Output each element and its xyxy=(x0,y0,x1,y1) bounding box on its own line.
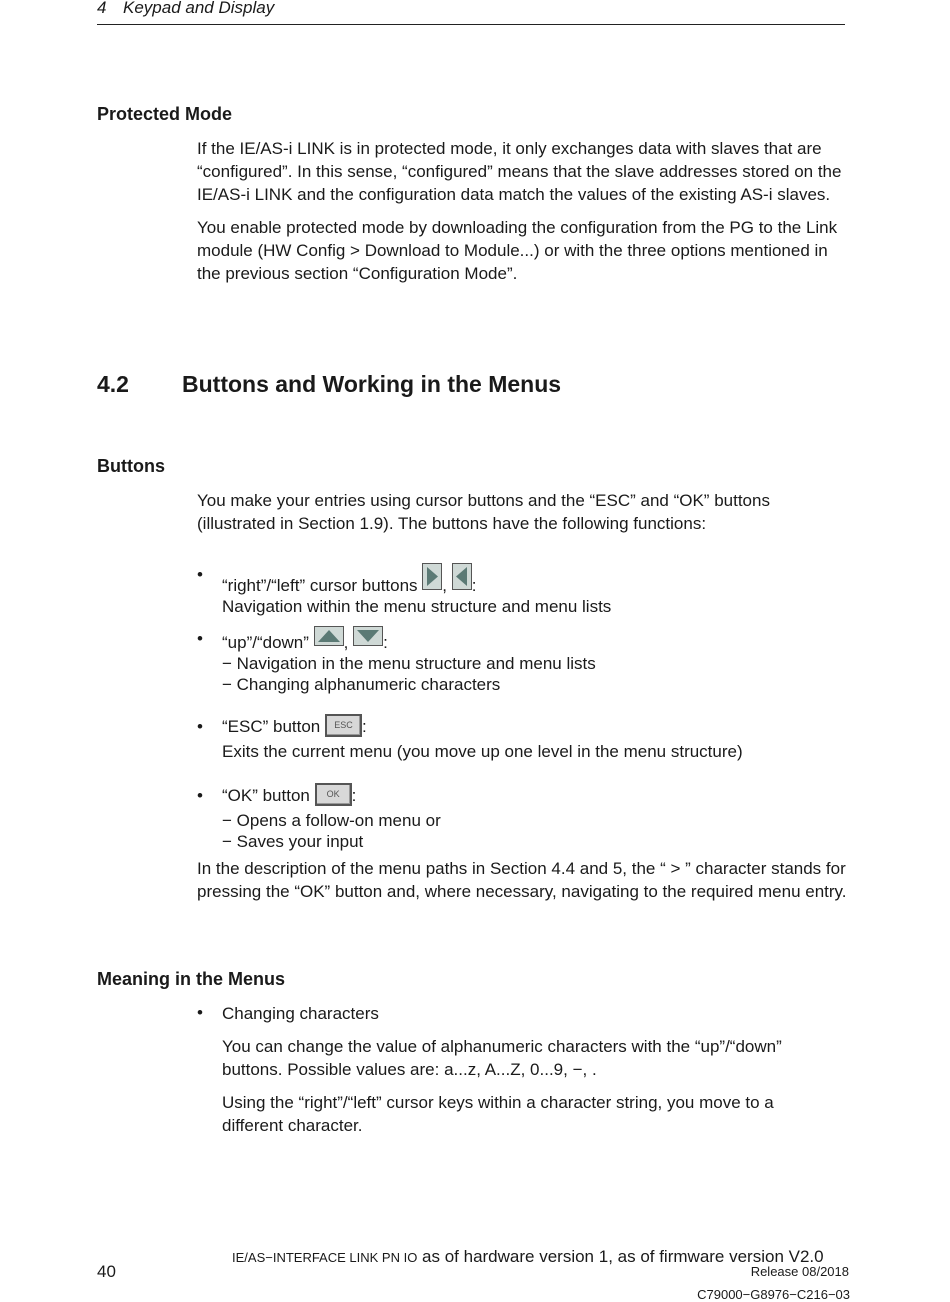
chapter-number: 4 xyxy=(97,0,107,17)
bullet-symbol: • xyxy=(197,565,203,584)
bullet-up-down-buttons xyxy=(197,628,857,695)
bullet-description: Exits the current menu (you move up one level in the menu structure) xyxy=(222,742,743,761)
buttons-heading: Buttons xyxy=(97,456,165,476)
bullet-colon: : xyxy=(471,576,477,595)
protected-mode-paragraph-1: If the IE/AS-i LINK is in protected mode, it only exchanges data with slaves that are “configured”. In this sense, “configured” means that the slave addresses stored on the IE/AS-i LINK and the configuration data match the values of the existing AS-i slaves. xyxy=(197,139,842,204)
meaning-paragraph-2: Using the “right”/“left” cursor keys within a character string, you move to a different character. xyxy=(222,1093,774,1135)
bullet-symbol: • xyxy=(197,1003,203,1022)
page-number: 40 xyxy=(97,1262,116,1281)
bullet-separator: , xyxy=(442,576,452,595)
footer-doc-id: C79000−G8976−C216−03 xyxy=(697,1287,850,1302)
bullet-label: “right”/“left” cursor buttons xyxy=(222,576,423,595)
bullet-symbol: • xyxy=(197,717,203,736)
bullet-description: − Navigation in the menu structure and menu lists xyxy=(222,654,596,673)
down-arrow-button-icon xyxy=(353,626,383,646)
bullet-label-line xyxy=(222,785,857,810)
bullet-colon: : xyxy=(362,717,367,736)
footer-product xyxy=(232,1247,824,1267)
bullet-symbol: • xyxy=(197,629,203,648)
ok-key-icon: OK xyxy=(315,783,352,806)
running-header xyxy=(97,0,274,18)
section-title: Buttons and Working in the Menus xyxy=(182,371,562,397)
footer-product-version: as of hardware version 1, as of firmware version V2.0 xyxy=(417,1247,824,1266)
bullet-colon: : xyxy=(383,633,388,652)
header-rule xyxy=(97,24,845,25)
bullet-cursor-buttons xyxy=(197,564,857,617)
up-arrow-button-icon xyxy=(314,626,344,646)
section-number: 4.2 xyxy=(97,371,129,397)
bullet-label-line xyxy=(222,628,857,653)
bullet-description: − Changing alphanumeric characters xyxy=(222,675,501,694)
bullet-changing-characters xyxy=(197,1002,857,1137)
footer-release: Release 08/2018 xyxy=(750,1264,849,1279)
chapter-title: Keypad and Display xyxy=(123,0,275,17)
protected-mode-body xyxy=(197,137,852,285)
protected-mode-heading: Protected Mode xyxy=(97,104,233,124)
bullet-label: “ESC” button xyxy=(222,717,325,736)
section-heading xyxy=(97,371,561,398)
meaning-paragraph-1: You can change the value of alphanumeric characters with the “up”/“down” buttons. Possible values are: a...z, A...Z, 0...9, −, . xyxy=(222,1037,782,1079)
bullet-label-line xyxy=(222,564,857,596)
buttons-outro: In the description of the menu paths in Section 4.4 and 5, the “ > ” character stands for pressing the “OK” button and, where necessary, navigating to the required menu entry. xyxy=(197,859,847,901)
esc-key-icon: ESC xyxy=(325,714,362,737)
buttons-intro: You make your entries using cursor buttons and the “ESC” and “OK” buttons (illustrated in Section 1.9). The buttons have the following functions: xyxy=(197,491,770,533)
bullet-description: − Saves your input xyxy=(222,832,364,851)
left-arrow-button-icon xyxy=(452,563,472,590)
bullet-label-line xyxy=(222,716,857,741)
meaning-heading: Meaning in the Menus xyxy=(97,969,286,989)
footer-product-name: IE/AS−INTERFACE LINK PN IO xyxy=(232,1250,418,1265)
protected-mode-paragraph-2: You enable protected mode by downloading the configuration from the PG to the Link module (HW Config > Download to Module...) or with the three options mentioned in the previous section “Configuration Mode”. xyxy=(197,218,838,283)
bullet-ok-button xyxy=(197,785,857,852)
bullet-esc-button xyxy=(197,716,857,762)
bullet-description: Navigation within the menu structure and menu lists xyxy=(222,597,612,616)
bullet-symbol: • xyxy=(197,786,203,805)
bullet-separator: , xyxy=(343,633,354,652)
bullet-label: “OK” button xyxy=(222,786,315,805)
right-arrow-button-icon xyxy=(422,563,442,590)
bullet-description: − Opens a follow-on menu or xyxy=(222,811,441,830)
bullet-label: Changing characters xyxy=(222,1004,379,1023)
bullet-label: “up”/“down” xyxy=(222,633,314,652)
bullet-colon: : xyxy=(351,786,357,805)
